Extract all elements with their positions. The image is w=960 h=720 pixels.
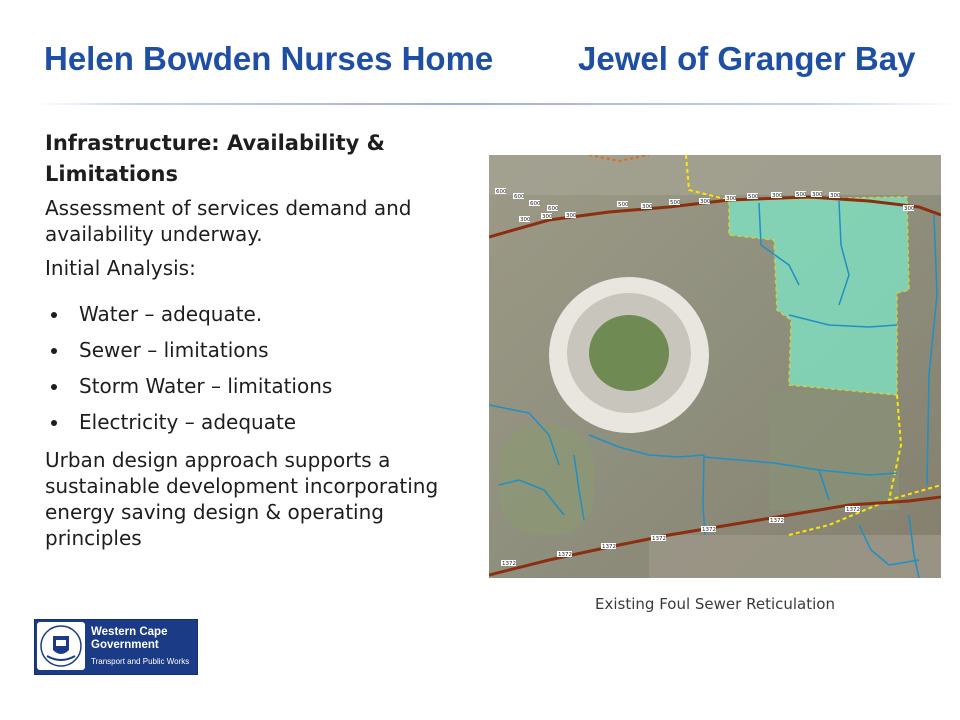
- government-logo: [34, 619, 198, 675]
- pipe-label: 300: [904, 206, 915, 212]
- pipe-label: 500: [748, 194, 759, 200]
- pipe-label: 500: [670, 200, 681, 206]
- pipe-label: 300: [642, 204, 653, 210]
- bullet-icon: [51, 348, 57, 354]
- pipe-label: 1372: [502, 561, 516, 567]
- sewer-map: [489, 155, 941, 578]
- coat-of-arms-icon: [37, 622, 85, 670]
- page-subtitle: Jewel of Granger Bay: [578, 40, 916, 77]
- assessment-text: Assessment of services demand and availability underway.: [45, 196, 412, 246]
- initial-analysis-label: Initial Analysis:: [45, 256, 196, 280]
- pipe-label: 300: [772, 193, 783, 199]
- stadium-pitch: [589, 315, 669, 391]
- org-name: Western Cape Government: [91, 626, 168, 651]
- pipe-label: 300: [542, 214, 553, 220]
- list-item: [45, 337, 485, 363]
- list-item-text: Sewer – limitations: [79, 338, 269, 362]
- pipe-label: 500: [796, 192, 807, 198]
- urban-block: [489, 155, 941, 195]
- list-item-text: Water – adequate.: [79, 302, 263, 326]
- park-area: [499, 425, 594, 535]
- pipe-label: 300: [566, 213, 577, 219]
- section-heading: Infrastructure: Availability & Limitations: [45, 131, 385, 186]
- list-item: [45, 409, 485, 435]
- title-divider: [38, 103, 960, 105]
- urban-block: [649, 535, 941, 578]
- pipe-label: 1372: [652, 536, 666, 542]
- pipe-label: 1372: [846, 507, 860, 513]
- pipe-label: 300: [812, 192, 823, 198]
- pipe-label: 600: [514, 194, 525, 200]
- list-item: [45, 301, 485, 327]
- pipe-label: 1372: [558, 552, 572, 558]
- content-column: [45, 128, 485, 551]
- analysis-list: [45, 301, 485, 435]
- pipe-label: 300: [520, 217, 531, 223]
- pipe-label: 600: [496, 189, 507, 195]
- bullet-icon: [51, 384, 57, 390]
- field-area: [769, 390, 899, 510]
- bullet-icon: [51, 312, 57, 318]
- bullet-icon: [51, 420, 57, 426]
- list-item: [45, 373, 485, 399]
- pipe-label: 1372: [702, 527, 716, 533]
- pipe-label: 300: [700, 199, 711, 205]
- closing-text: Urban design approach supports a sustainable development incorporating energy saving design & operating principles: [45, 448, 439, 550]
- pipe-label: 500: [618, 202, 629, 208]
- pipe-label: 1372: [770, 518, 784, 524]
- list-item-text: Electricity – adequate: [79, 410, 297, 434]
- pipe-label: 600: [548, 206, 559, 212]
- map-caption: Existing Foul Sewer Reticulation: [595, 595, 835, 613]
- department-name: Transport and Public Works: [91, 657, 190, 666]
- pipe-label: 600: [530, 201, 541, 207]
- pipe-label: 300: [830, 193, 841, 199]
- page-title: Helen Bowden Nurses Home: [44, 40, 494, 77]
- pipe-label: 1372: [602, 544, 616, 550]
- list-item-text: Storm Water – limitations: [79, 374, 333, 398]
- pipe-label: 300: [726, 196, 737, 202]
